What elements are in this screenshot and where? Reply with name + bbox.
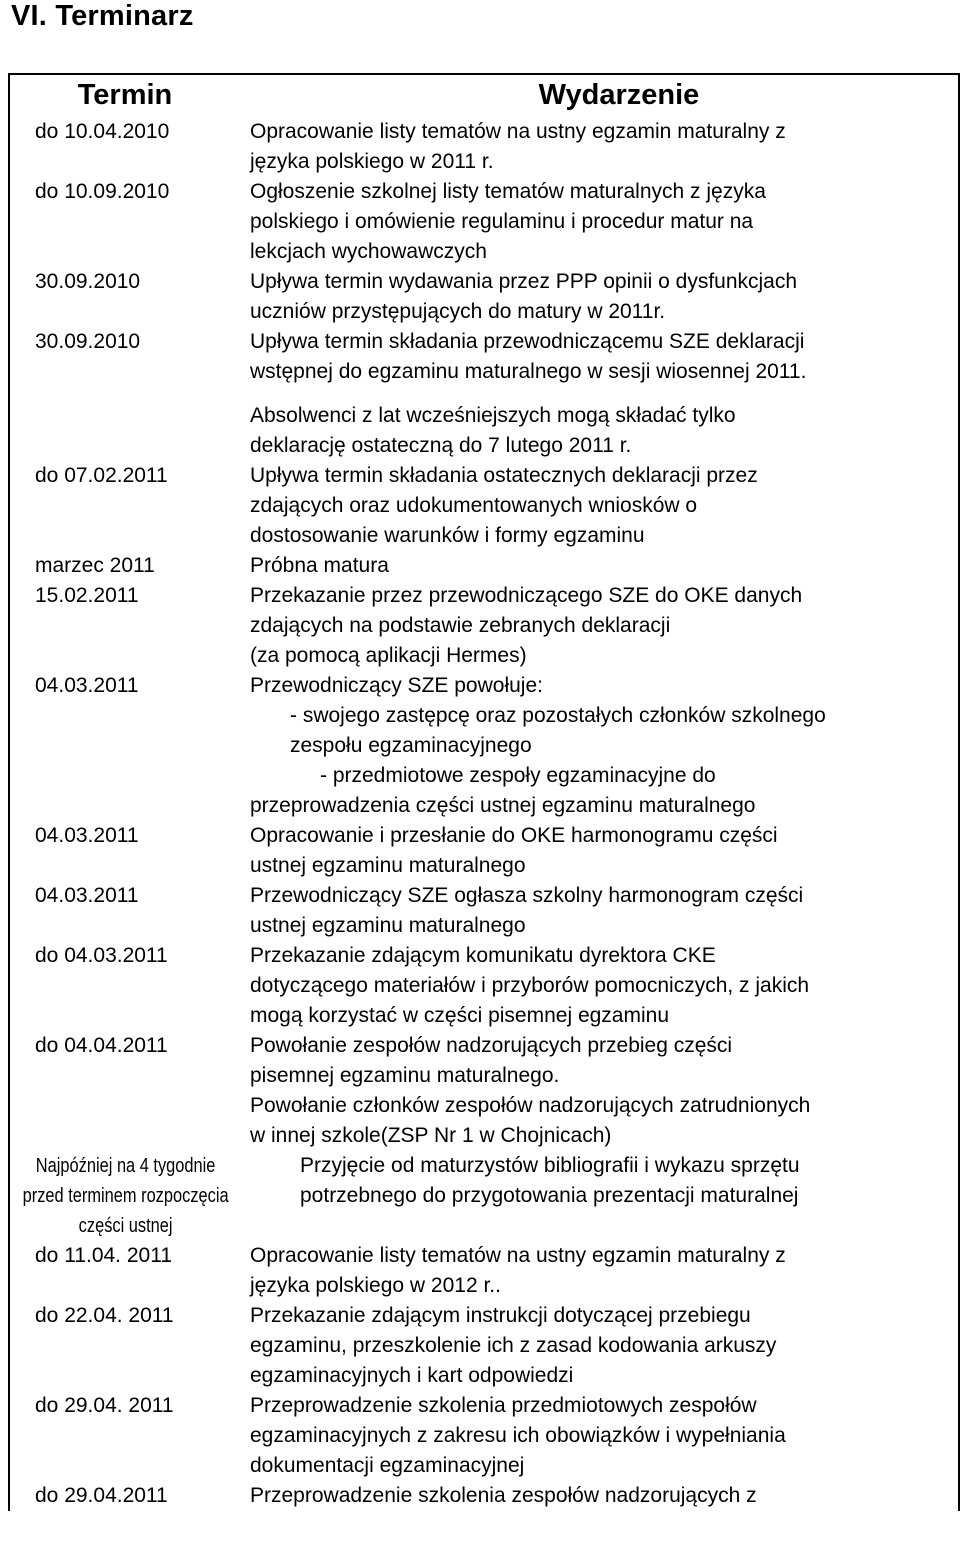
event-line: Przekazanie przez przewodniczącego SZE do OKE danych bbox=[250, 584, 803, 607]
table-row bbox=[10, 581, 958, 671]
row-date: do 10.04.2010 bbox=[35, 120, 170, 143]
row-date: marzec 2011 bbox=[35, 554, 155, 577]
event-line: Upływa termin składania przewodniczącemu SZE deklaracji bbox=[250, 330, 805, 353]
event-line: lekcjach wychowawczych bbox=[250, 240, 487, 263]
event-line: zdających oraz udokumentowanych wniosków o bbox=[250, 494, 698, 517]
row-event bbox=[240, 551, 958, 581]
event-line: Próbna matura bbox=[250, 554, 389, 577]
event-line: Opracowanie listy tematów na ustny egzamin maturalny z bbox=[250, 1244, 786, 1267]
event-line: dokumentacji egzaminacyjnej bbox=[250, 1454, 525, 1477]
table-row bbox=[10, 177, 958, 267]
event-line: Upływa termin wydawania przez PPP opinii o dysfunkcjach bbox=[250, 270, 798, 293]
table-row bbox=[10, 1031, 958, 1151]
table-row bbox=[10, 671, 958, 821]
row-event bbox=[240, 177, 958, 267]
event-line: deklarację ostateczną do 7 lutego 2011 r. bbox=[250, 434, 632, 457]
table-row bbox=[10, 401, 958, 461]
event-line: dotyczącego materiałów i przyborów pomocniczych, z jakich bbox=[250, 974, 810, 997]
header-termin: Termin bbox=[77, 79, 173, 111]
row-event bbox=[240, 941, 958, 1031]
event-line: wstępnej do egzaminu maturalnego w sesji wiosennej 2011. bbox=[250, 360, 807, 383]
row-date: do 29.04. 2011 bbox=[35, 1394, 174, 1417]
event-line: ustnej egzaminu maturalnego bbox=[250, 914, 526, 937]
event-line: Upływa termin składania ostatecznych deklaracji przez bbox=[250, 464, 758, 487]
row-event bbox=[240, 581, 958, 671]
event-line: egzaminacyjnych i kart odpowiedzi bbox=[250, 1364, 574, 1387]
row-date: do 07.02.2011 bbox=[35, 464, 168, 487]
event-line: potrzebnego do przygotowania prezentacji maturalnej bbox=[300, 1184, 799, 1207]
table-row bbox=[10, 267, 958, 327]
event-line: Opracowanie i przesłanie do OKE harmonogramu części bbox=[250, 824, 778, 847]
event-line: mogą korzystać w części pisemnej egzaminu bbox=[250, 1004, 669, 1027]
row-date: 04.03.2011 bbox=[35, 884, 139, 907]
row-event bbox=[240, 881, 958, 941]
row-event bbox=[240, 461, 958, 551]
row-date: do 04.04.2011 bbox=[35, 1034, 168, 1057]
table-row bbox=[10, 551, 958, 581]
table-row bbox=[10, 327, 958, 387]
event-line: Powołanie członków zespołów nadzorujących zatrudnionych bbox=[250, 1094, 811, 1117]
event-line: Przekazanie zdającym komunikatu dyrektora CKE bbox=[250, 944, 716, 967]
event-line: dostosowanie warunków i formy egzaminu bbox=[250, 524, 645, 547]
event-line: Powołanie zespołów nadzorujących przebieg części bbox=[250, 1034, 733, 1057]
table-row bbox=[10, 821, 958, 881]
row-event bbox=[240, 401, 958, 461]
event-line: pisemnej egzaminu maturalnego. bbox=[250, 1064, 560, 1087]
event-line: zdających na podstawie zebranych deklaracji bbox=[250, 614, 671, 637]
header-wydarzenie: Wydarzenie bbox=[538, 79, 700, 111]
row-date: 15.02.2011 bbox=[35, 584, 139, 607]
row-event bbox=[240, 327, 958, 387]
section-heading: VI. Terminarz bbox=[11, 0, 194, 32]
row-date bbox=[10, 401, 240, 461]
event-line: ustnej egzaminu maturalnego bbox=[250, 854, 526, 877]
row-event bbox=[240, 117, 958, 177]
table-row bbox=[10, 1151, 958, 1241]
row-date: 30.09.2010 bbox=[35, 330, 141, 353]
event-line: Przekazanie zdającym instrukcji dotyczącej przebiegu bbox=[250, 1304, 751, 1327]
row-event bbox=[240, 821, 958, 881]
table-row bbox=[10, 1241, 958, 1301]
event-line: Przewodniczący SZE powołuje: bbox=[250, 674, 543, 697]
event-line: Przewodniczący SZE ogłasza szkolny harmonogram części bbox=[250, 884, 804, 907]
event-line: - przedmiotowe zespoły egzaminacyjne do bbox=[320, 764, 716, 787]
event-line: Ogłoszenie szkolnej listy tematów maturalnych z języka bbox=[250, 180, 766, 203]
event-line: Przyjęcie od maturzystów bibliografii i wykazu sprzętu bbox=[300, 1154, 800, 1177]
table-row bbox=[10, 117, 958, 177]
event-line: Przeprowadzenie szkolenia przedmiotowych zespołów bbox=[250, 1394, 757, 1417]
event-line: egzaminacyjnych z zakresu ich obowiązków i wypełniania bbox=[250, 1424, 786, 1447]
table-row bbox=[10, 1391, 958, 1481]
row-event bbox=[240, 1481, 958, 1511]
event-line: (za pomocą aplikacji Hermes) bbox=[250, 644, 527, 667]
event-line: egzaminu, przeszkolenie ich z zasad kodowania arkuszy bbox=[250, 1334, 777, 1357]
row-event bbox=[240, 1391, 958, 1481]
table-row bbox=[10, 1301, 958, 1391]
event-line: Absolwenci z lat wcześniejszych mogą składać tylko bbox=[250, 404, 736, 427]
table-row bbox=[10, 881, 958, 941]
table-row bbox=[10, 941, 958, 1031]
table-row bbox=[10, 461, 958, 551]
row-date: do 29.04.2011 bbox=[35, 1484, 168, 1507]
row-event bbox=[240, 1031, 958, 1151]
event-line: uczniów przystępujących do matury w 2011r. bbox=[250, 300, 666, 323]
row-event bbox=[240, 671, 958, 821]
row-event bbox=[290, 1151, 958, 1241]
event-line: polskiego i omówienie regulaminu i procedur matur na bbox=[250, 210, 754, 233]
row-event bbox=[240, 1301, 958, 1391]
event-line: języka polskiego w 2012 r.. bbox=[250, 1274, 501, 1297]
table-row bbox=[10, 1481, 958, 1511]
event-line: Opracowanie listy tematów na ustny egzamin maturalny z bbox=[250, 120, 786, 143]
row-date: do 11.04. 2011 bbox=[35, 1244, 173, 1267]
row-date: 04.03.2011 bbox=[35, 674, 139, 697]
schedule-table bbox=[8, 73, 960, 1511]
table-body bbox=[10, 117, 958, 1511]
row-spacer bbox=[10, 387, 958, 401]
row-event bbox=[240, 267, 958, 327]
event-line: zespołu egzaminacyjnego bbox=[290, 734, 532, 757]
row-date: 04.03.2011 bbox=[35, 824, 139, 847]
row-date: do 04.03.2011 bbox=[35, 944, 168, 967]
event-line: - swojego zastępcę oraz pozostałych członków szkolnego bbox=[290, 704, 826, 727]
row-date: 30.09.2010 bbox=[35, 270, 141, 293]
event-line: Przeprowadzenie szkolenia zespołów nadzorujących z bbox=[250, 1484, 757, 1507]
event-line: w innej szkole(ZSP Nr 1 w Chojnicach) bbox=[250, 1124, 612, 1147]
table-header bbox=[10, 75, 958, 117]
row-date: do 22.04. 2011 bbox=[35, 1304, 174, 1327]
event-line: języka polskiego w 2011 r. bbox=[250, 150, 494, 173]
row-date: Najpóźniej na 4 tygodnie przed terminem rozpoczęcia części ustnej bbox=[22, 1155, 229, 1237]
event-line: przeprowadzenia części ustnej egzaminu maturalnego bbox=[250, 794, 756, 817]
row-date: do 10.09.2010 bbox=[35, 180, 170, 203]
row-event bbox=[240, 1241, 958, 1301]
